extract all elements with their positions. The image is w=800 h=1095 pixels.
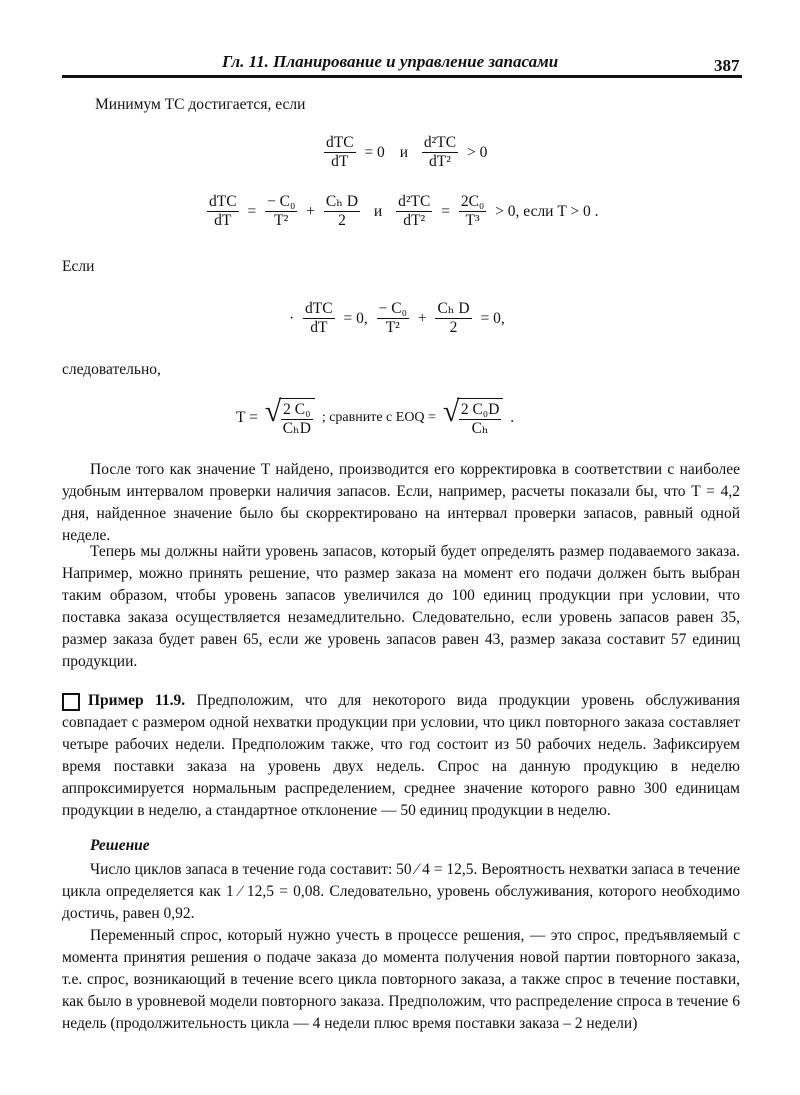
sledovatelno-text: следовательно, bbox=[62, 361, 161, 378]
paragraph-example bbox=[62, 690, 740, 822]
fraction-d2tc-dt2: $\frac{\text{d²TC}}{\text{dT²}}$ bbox=[423, 134, 457, 170]
formula-zero-derivative: · $\frac{\text{dTC}}{dT}$ = 0, $\frac{\text{− C₀}}{\text{T²}}$ + $\frac{\text{Cₕ D}}{2}$ = 0, bbox=[289, 300, 505, 336]
chapter-title: Гл. 11. Планирование и управление запасами bbox=[222, 52, 559, 71]
esli-text: Если bbox=[62, 258, 95, 275]
formula-optimal-t: T = √ $\frac{\text{2 C₀}}{\text{CₕD}}$ ; сравните с EOQ = √ $\frac{\text{2 C₀D}}{\text{Cₕ}}$ . bbox=[236, 395, 515, 437]
fraction-dtc-dt: $\frac{\text{dTC}}{dT}$ bbox=[326, 134, 354, 170]
intro-text: Минимум ТС достигается, если bbox=[95, 96, 306, 113]
example-text: Предположим, что для некоторого вида продукции уровень обслуживания совпадает с размером одной нехватки продукции при условии, что цикл повторного заказа составляет четыре рабочих недели. Предположим также, что год состоит из 50 рабочих недель. Зафиксируем время поставки заказа на уровень двух недель. Спрос на данную продукцию в неделю аппроксимируется нормальным распределением, среднее значение которого равно 300 единицам продукции в неделю, а стандартное отклонение — 50 единиц продукции в неделю. bbox=[62, 692, 740, 819]
paragraph-cycles: Число циклов запаса в течение года составит: 50 ⁄ 4 = 12,5. Вероятность нехватки запаса в течение цикла определяется как 1 ⁄ 12,5 = 0,08. Следовательно, уровень обслуживания, которого необходимо достичь, равен 0,92. bbox=[62, 861, 740, 922]
sqrt-t: √ $\frac{\text{2 C₀}}{\text{CₕD}}$ bbox=[265, 398, 315, 438]
solution-heading: Решение bbox=[90, 837, 150, 854]
sqrt-eoq: √ $\frac{\text{2 C₀D}}{\text{Cₕ}}$ bbox=[443, 398, 504, 438]
formula-minimum-condition: $\frac{\text{dTC}}{dT}$ = 0 и $\frac{\text{d²TC}}{\text{dT²}}$ > 0 bbox=[326, 134, 488, 170]
example-label: Пример 11.9. bbox=[88, 692, 186, 709]
formula-derivatives: $\frac{\text{dTC}}{dT}$ = $\frac{\text{− C₀}}{\text{T²}}$ + $\frac{\text{Cₕ D}}{2}$ и $\frac{\text{d²TC}}{\text{dT²}}$ = $\frac{\text{2C₀}}{\text{T³}}$ > 0, если T > 0 . bbox=[209, 193, 599, 229]
paragraph-variable-demand: Переменный спрос, который нужно учесть в процессе решения, — это спрос, предъявляемый с момента принятия решения о подаче заказа до момента получения новой партии повторного заказа, т.е. спрос, возникающий в течение всего цикла повторного заказа, а также спрос в течение поставки, как было в уровневой модели повторного заказа. Предположим, что распределение спроса в течение 6 недель (продолжительность цикла — 4 недели плюс время поставки заказа – 2 недели) bbox=[62, 927, 740, 1032]
paragraph-correction: После того как значение T найдено, производится его корректировка в соответствии с наиболее удобным интервалом проверки наличия запасов. Если, например, расчеты показали бы, что T = 4,2 дня, найденное значение было бы скорректировано на интервал проверки запасов, равный одной неделе. bbox=[62, 461, 740, 544]
page-number: 387 bbox=[714, 56, 740, 75]
paragraph-inventory-level: Теперь мы должны найти уровень запасов, который будет определять размер подаваемого заказа. Например, можно принять решение, что размер заказа на момент его подачи должен быть выбран таким образом, чтобы уровень запасов увеличился до 100 единиц продукции при условии, что поставка заказа осуществляется незамедлительно. Следовательно, если уровень запасов равен 35, размер заказа будет равен 65, если же уровень запасов равен 43, размер заказа составит 57 единиц продукции. bbox=[62, 543, 740, 670]
header-rule bbox=[62, 75, 742, 78]
